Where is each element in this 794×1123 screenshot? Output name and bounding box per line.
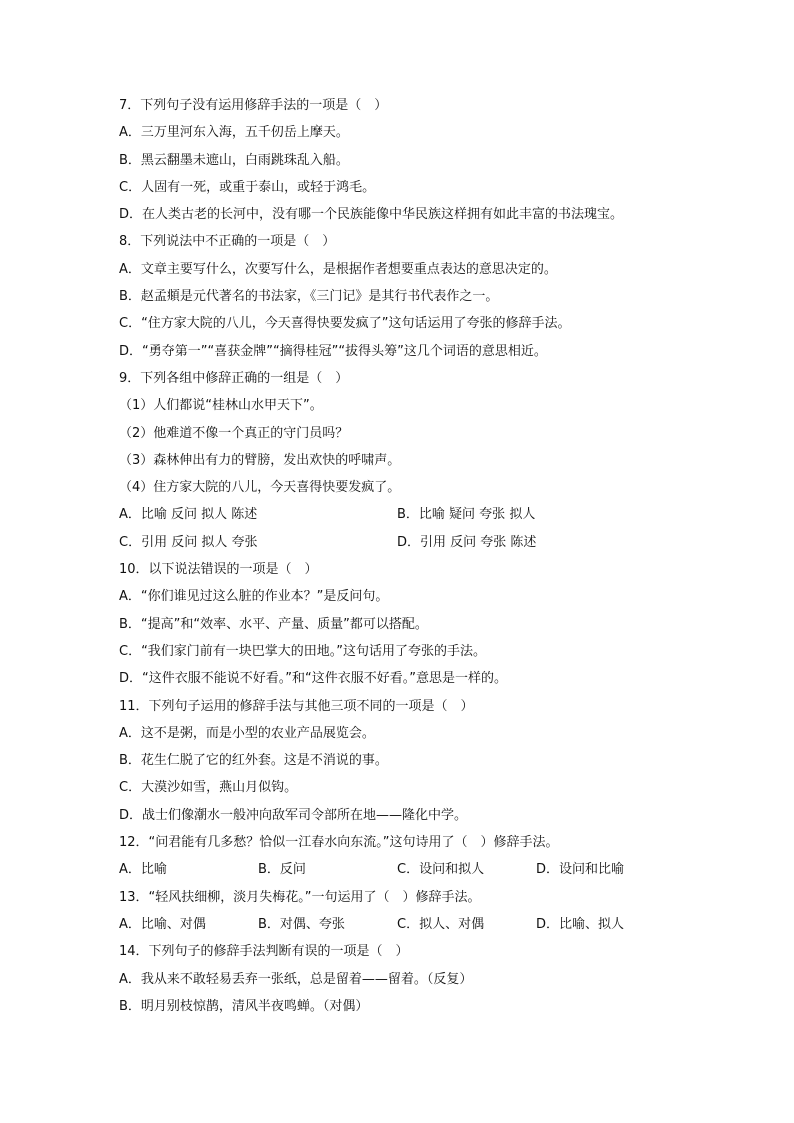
question-12-option-a: A．比喻 bbox=[119, 862, 167, 878]
question-8-option-c: C．“住方家大院的八儿，今天喜得快要发疯了”这句话运用了夸张的修辞手法。 bbox=[119, 316, 571, 332]
question-12-option-d: D．设问和比喻 bbox=[536, 862, 625, 878]
question-11-option-d: D．战士们像潮水一般冲向敌军司令部所在地——隆化中学。 bbox=[119, 807, 468, 823]
question-13-option-b: B．对偶、夸张 bbox=[258, 916, 345, 932]
question-11-option-c: C．大漠沙如雪，燕山月似钩。 bbox=[119, 780, 298, 796]
question-7-stem: 7．下列句子没有运用修辞手法的一项是（ ） bbox=[119, 98, 388, 113]
question-9-stem: 9．下列各组中修辞正确的一组是（ ） bbox=[119, 370, 349, 386]
question-9-option-d: D．引用 反问 夸张 陈述 bbox=[397, 534, 537, 550]
question-14-stem: 14．下列句子的修辞手法判断有误的一项是（ ） bbox=[119, 944, 409, 960]
question-14-option-a: A．我从来不敢轻易丢弃一张纸，总是留着——留着。（反复） bbox=[119, 971, 473, 987]
question-12-options-row bbox=[119, 856, 679, 883]
question-10-option-c: C．“我们家门前有一块巴掌大的田地。”这句话用了夸张的手法。 bbox=[119, 643, 487, 659]
question-10-option-b: B．“提高”和“效率、水平、产量、质量”都可以搭配。 bbox=[119, 616, 428, 632]
question-12-option-b: B．反问 bbox=[258, 862, 306, 878]
question-8-option-d: D．“勇夺第一”“喜获金牌”“摘得桂冠”“拔得头筹”这几个词语的意思相近。 bbox=[119, 343, 547, 359]
question-9-options-row-1 bbox=[119, 501, 679, 528]
question-7-option-d: D．在人类古老的长河中，没有哪一个民族能像中华民族这样拥有如此丰富的书法瑰宝。 bbox=[119, 207, 624, 223]
question-11-stem: 11．下列句子运用的修辞手法与其他三项不同的一项是（ ） bbox=[119, 698, 474, 714]
question-10-option-d: D．“这件衣服不能说不好看。”和“这件衣服不好看。”意思是一样的。 bbox=[119, 671, 507, 687]
question-8-option-b: B．赵孟頫是元代著名的书法家，《三门记》是其行书代表作之一。 bbox=[119, 289, 499, 305]
question-13-option-a: A．比喻、对偶 bbox=[119, 916, 206, 932]
question-14-option-b: B．明月别枝惊鹊，清风半夜鸣蝉。（对偶） bbox=[119, 998, 369, 1014]
question-7-option-a: A．三万里河东入海，五千仞岳上摩天。 bbox=[119, 125, 349, 141]
question-9-sentence-1: （1）人们都说“桂林山水甲天下”。 bbox=[119, 398, 323, 414]
question-7-option-c: C．人固有一死，或重于泰山，或轻于鸿毛。 bbox=[119, 179, 376, 195]
question-11-option-a: A．这不是粥，而是小型的农业产品展览会。 bbox=[119, 725, 375, 741]
question-13-stem: 13．“轻风扶细柳，淡月失梅花。”一句运用了（ ）修辞手法。 bbox=[119, 889, 481, 905]
question-9-option-c: C．引用 反问 拟人 夸张 bbox=[119, 534, 258, 550]
question-8-option-a: A．文章主要写什么，次要写什么，是根据作者想要重点表达的意思决定的。 bbox=[119, 261, 557, 277]
question-9-sentence-3: （3）森林伸出有力的臂膀，发出欢快的呼啸声。 bbox=[119, 452, 401, 468]
question-7-option-b: B．黑云翻墨未遮山，白雨跳珠乱入船。 bbox=[119, 152, 349, 168]
question-list bbox=[119, 92, 679, 1020]
question-12-stem: 12．“问君能有几多愁？恰似一江春水向东流。”这句诗用了（ ）修辞手法。 bbox=[119, 835, 559, 851]
question-10-stem: 10．以下说法错误的一项是（ ） bbox=[119, 562, 318, 578]
question-9-sentence-2: （2）他难道不像一个真正的守门员吗？ bbox=[119, 425, 349, 441]
question-12-option-c: C．设问和拟人 bbox=[397, 862, 485, 878]
question-13-option-c: C．拟人、对偶 bbox=[397, 916, 485, 932]
question-11-option-b: B．花生仁脱了它的红外套。这是不消说的事。 bbox=[119, 753, 388, 769]
question-13-options-row bbox=[119, 911, 679, 938]
question-9-option-b: B．比喻 疑问 夸张 拟人 bbox=[397, 507, 536, 523]
question-9-option-a: A．比喻 反问 拟人 陈述 bbox=[119, 507, 258, 523]
question-8-stem: 8．下列说法中不正确的一项是（ ） bbox=[119, 234, 336, 250]
question-9-sentence-4: （4）住方家大院的八儿，今天喜得快要发疯了。 bbox=[119, 480, 401, 496]
question-10-option-a: A．“你们谁见过这么脏的作业本？”是反问句。 bbox=[119, 589, 389, 605]
question-9-options-row-2 bbox=[119, 529, 679, 556]
question-13-option-d: D．比喻、拟人 bbox=[536, 916, 625, 932]
